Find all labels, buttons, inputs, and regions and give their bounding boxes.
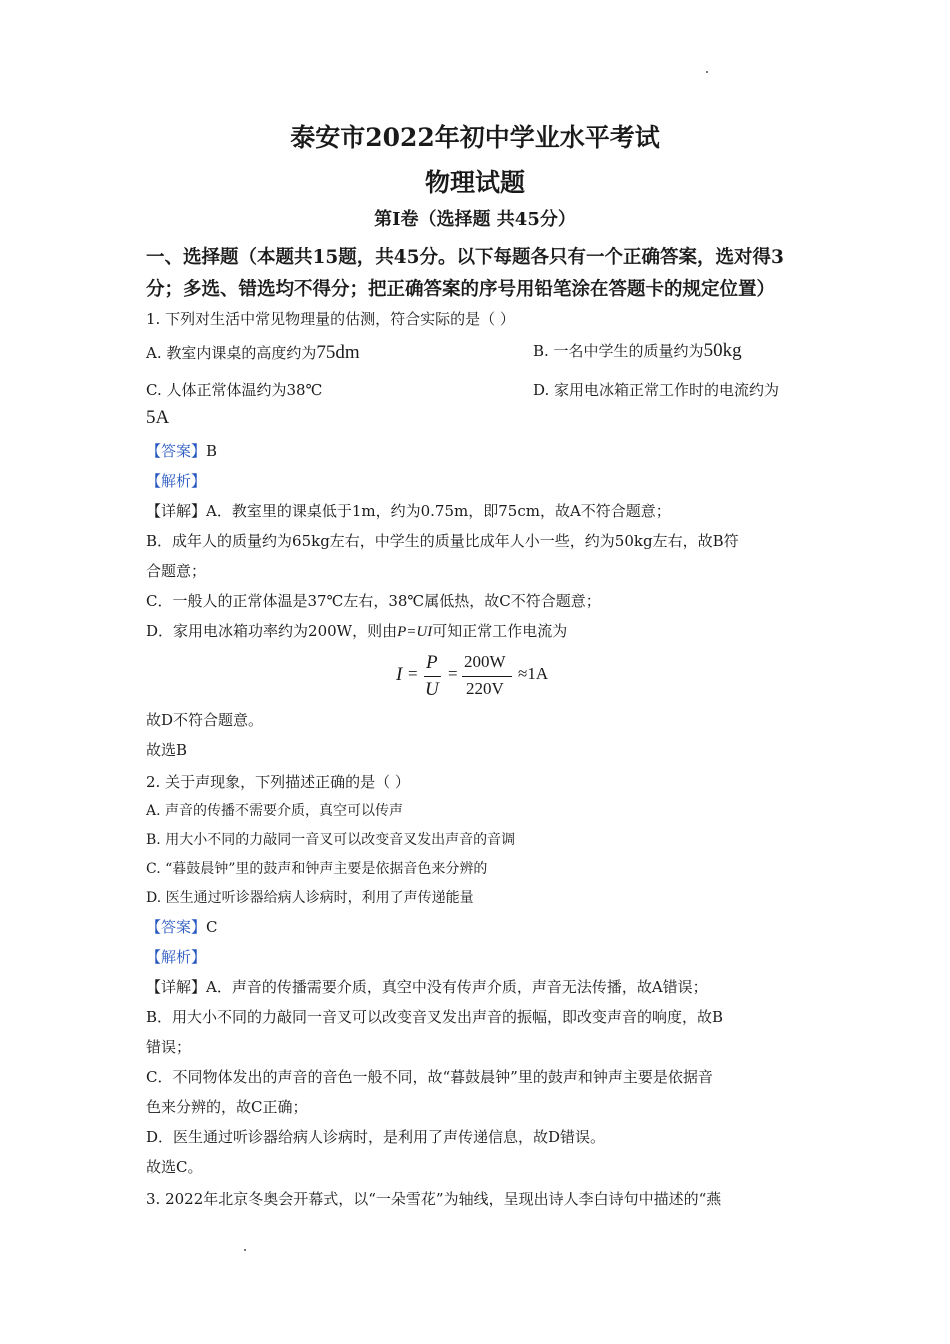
fraction-bar-1 [424,676,441,677]
q1-answer-tag: 【答案】 [146,442,207,460]
fraction-bar-2 [462,676,512,677]
q1-detail-d-post: 可知正常工作电流为 [432,622,568,640]
corner-mark-top [706,71,708,73]
q1-choice: 故选B [146,741,188,759]
q1-detail-b-cont: 合题意； [146,562,207,580]
q1-option-d-value: 5A [146,407,170,428]
q2-stem: 2. 关于声现象，下列描述正确的是（ ） [146,773,410,791]
q1-detail-d [146,621,567,642]
q2-option-b: B. 用大小不同的力敲同一音叉可以改变音叉发出声音的音调 [146,832,516,848]
q2-answer-value: C [206,918,218,936]
q1-detail-c: C．一般人的正常体温是37℃左右，38℃属低热，故C不符合题意； [146,592,601,610]
q1-detail-tag: 【详解】 [146,502,207,520]
q1-option-a [146,342,360,364]
q1-option-d: D. 家用电冰箱正常工作时的电流约为 [533,381,780,399]
exam-title: 泰安市2022年初中学业水平考试 [290,123,660,152]
formula-equals-2: = [448,664,458,683]
corner-mark-bottom [244,1249,246,1251]
q2-detail-a-text: A．声音的传播需要介质，真空中没有传声介质，声音无法传播，故A错误； [206,978,708,996]
formula-num-p: P [426,652,438,673]
formula-den-220v: 220V [466,679,504,698]
q1-option-b-text: B. 一名中学生的质量约为 [533,342,704,360]
q2-choice: 故选C。 [146,1158,203,1176]
formula-den-u: U [425,679,439,700]
q1-option-c: C. 人体正常体温约为38℃ [146,381,323,399]
formula-num-200w: 200W [464,652,506,671]
q2-detail-b: B．用大小不同的力敲同一音叉可以改变音叉发出声音的振幅，即改变声音的响度，故B [146,1008,724,1026]
q1-detail-b: B．成年人的质量约为65kg左右，中学生的质量比成年人小一些，约为50kg左右，故B符 [146,532,739,550]
q1-detail-d-pre: D．家用电冰箱功率约为200W，则由 [146,622,398,640]
q2-option-c: C. “暮鼓晨钟”里的鼓声和钟声主要是依据音色来分辨的 [146,861,488,877]
q1-stem: 1. 下列对生活中常见物理量的估测，符合实际的是（ ） [146,310,515,328]
q2-detail-c-cont: 色来分辨的，故C正确； [146,1098,308,1116]
q2-answer-tag: 【答案】 [146,918,207,936]
q2-analysis-tag: 【解析】 [146,948,207,966]
q2-option-d: D. 医生通过听诊器给病人诊病时，利用了声传递能量 [146,890,474,906]
q2-answer [146,917,218,937]
q2-detail-d: D．医生通过听诊器给病人诊病时，是利用了声传递信息，故D错误。 [146,1128,606,1146]
formula-result: ≈1A [518,664,549,683]
q1-analysis-tag: 【解析】 [146,472,207,490]
exam-subject: 物理试题 [424,168,525,197]
q1-detail-d-formula: P=UI [397,624,433,640]
section-heading-line1: 一、选择题（本题共15题，共45分。以下每题各只有一个正确答案，选对得3 [146,247,784,268]
volume-heading: 第Ⅰ卷（选择题 共45分） [374,209,576,230]
formula-equals-1: = [408,664,418,683]
q1-option-a-value: 75dm [316,342,360,363]
q1-answer [146,441,217,461]
q1-detail-a-text: A．教室里的课桌低于1m，约为0.75m，即75cm，故A不符合题意； [206,502,671,520]
q1-option-a-text: A. 教室内课桌的高度约为 [146,344,317,362]
formula-lhs: I [396,664,403,685]
q2-detail-b-cont: 错误； [146,1038,192,1056]
q1-option-b [533,340,742,362]
q2-detail-a [146,977,708,997]
q1-option-b-value: 50kg [703,340,742,361]
q1-detail-a [146,501,671,521]
q1-detail-d-conclusion: 故D不符合题意。 [146,711,264,729]
q2-option-a: A. 声音的传播不需要介质，真空可以传声 [146,803,404,819]
q2-detail-c: C．不同物体发出的声音的音色一般不同，故“暮鼓晨钟”里的鼓声和钟声主要是依据音 [146,1068,713,1086]
q1-answer-value: B [206,442,218,460]
section-heading-line2: 分；多选、错选均不得分；把正确答案的序号用铅笔涂在答题卡的规定位置） [146,279,776,300]
q2-detail-tag: 【详解】 [146,978,207,996]
q3-stem: 3. 2022年北京冬奥会开幕式，以“一朵雪花”为轴线，呈现出诗人李白诗句中描述的“燕 [146,1190,722,1208]
